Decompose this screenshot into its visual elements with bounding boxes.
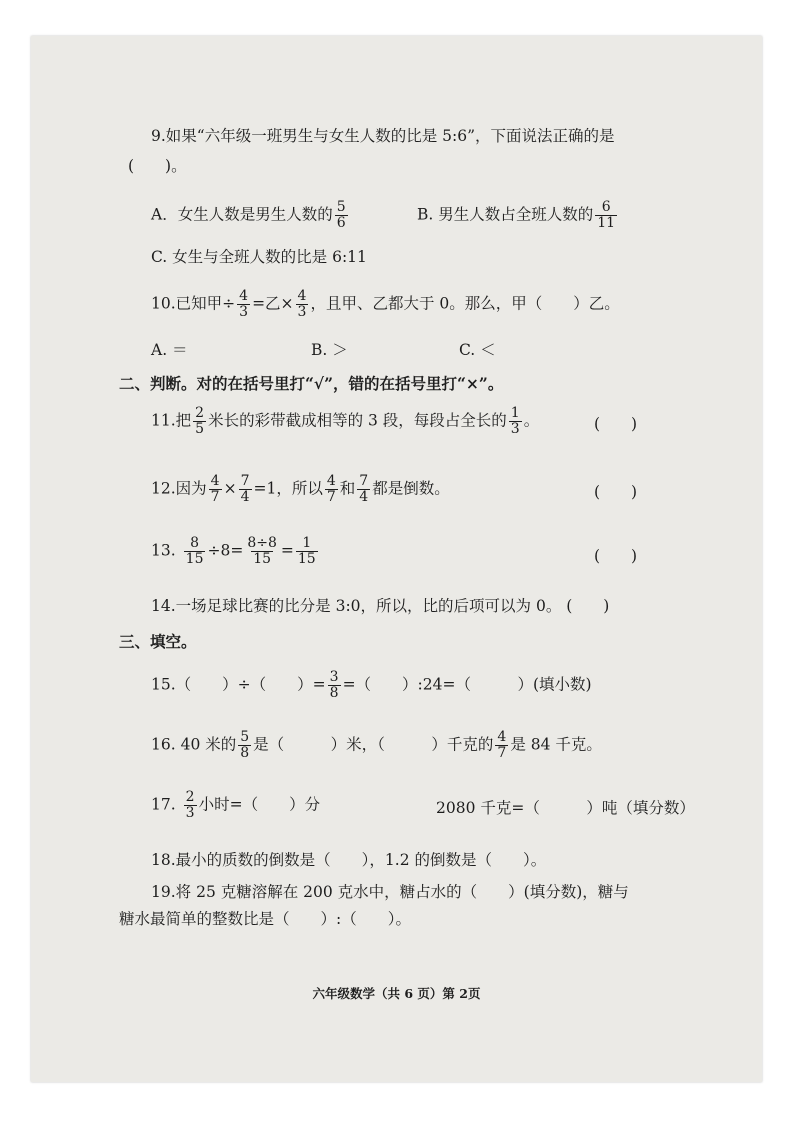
q10-option-c: C. ＜ [459,341,496,359]
exam-page [31,36,762,1082]
q9-option-b: B. 男生人数占全班人数的 $\frac{6}{11}$ [417,199,616,231]
fraction: $\frac{5}{6}$ [336,199,346,231]
q13-answer-blank: ( ) [594,547,638,565]
q15-stem: 15.（ ）÷（ ）= $\frac{3}{8}$ =（ ）:24=（ ）(填小数) [151,669,592,701]
q9-answer-blank: ( )。 [128,157,187,175]
q10-option-a: A. ＝ [151,341,188,359]
q9-option-c: C. 女生与全班人数的比是 6:11 [151,248,367,266]
fraction: $\frac{4}{3}$ [239,288,249,320]
q9-option-a: A．女生人数是男生人数的 $\frac{5}{6}$ [151,199,346,231]
q11-answer-blank: ( ) [594,415,638,433]
q12-answer-blank: ( ) [594,483,638,501]
page-footer: 六年级数学（共 6 页）第 2页 [312,986,481,1001]
fraction: $\frac{7}{4}$ [240,473,250,505]
q19-stem-line2: 糖水最简单的整数比是（ ）:（ ）。 [119,910,411,928]
q13-stem: 13. $\frac{8}{15}$ ÷8= $\frac{8\div 8}{15}$ = $\frac{1}{15}$ [151,535,316,567]
section-2-heading: 二、判断。对的在括号里打“√”，错的在括号里打“×”。 [119,374,504,393]
q16-stem: 16. 40 米的 $\frac{5}{8}$ 是（ ）米，（ ）千克的 $\frac{4}{7}$ 是 84 千克。 [151,729,602,761]
section-3-heading: 三、填空。 [119,632,197,651]
q17-stem-time: 17. $\frac{2}{3}$ 小时=（ ）分 [151,789,321,821]
q14-stem: 14.一场足球比赛的比分是 3:0，所以，比的后项可以为 0。 ( ) [151,597,610,615]
q10-option-b: B. ＞ [311,341,348,359]
q12-stem: 12.因为 $\frac{4}{7}$ × $\frac{7}{4}$ =1，所以 $\frac{4}{7}$ 和 $\frac{7}{4}$ 都是倒数。 [151,473,450,505]
fraction: $\frac{6}{11}$ [597,199,616,231]
fraction: $\frac{2}{5}$ [195,405,205,437]
fraction: $\frac{1}{15}$ [297,535,316,567]
q17-stem-weight: 2080 千克=（ ）吨（填分数） [436,799,695,817]
fraction: $\frac{4}{7}$ [497,729,507,761]
fraction: $\frac{3}{8}$ [329,669,339,701]
q18-stem: 18.最小的质数的倒数是（ ），1.2 的倒数是（ ）。 [151,851,547,869]
fraction: $\frac{5}{8}$ [240,729,250,761]
fraction: $\frac{8}{15}$ [185,535,204,567]
fraction: $\frac{4}{7}$ [210,473,220,505]
q11-stem: 11.把 $\frac{2}{5}$ 米长的彩带截成相等的 3 段，每段占全长的 $\frac{1}{3}$ 。 [151,405,540,437]
fraction: $\frac{8\div 8}{15}$ [247,535,277,567]
q10-stem: 10.已知甲÷ $\frac{4}{3}$ =乙× $\frac{4}{3}$ ，且甲、乙都大于 0。那么，甲（ ）乙。 [151,288,620,320]
fraction: $\frac{7}{4}$ [359,473,369,505]
q9-stem: 9.如果“六年级一班男生与女生人数的比是 5:6”，下面说法正确的是 [151,127,615,145]
fraction: $\frac{1}{3}$ [510,405,520,437]
fraction: $\frac{2}{3}$ [185,789,195,821]
fraction: $\frac{4}{7}$ [326,473,336,505]
q19-stem-line1: 19.将 25 克糖溶解在 200 克水中，糖占水的（ ）(填分数)，糖与 [151,883,629,901]
fraction: $\frac{4}{3}$ [297,288,307,320]
